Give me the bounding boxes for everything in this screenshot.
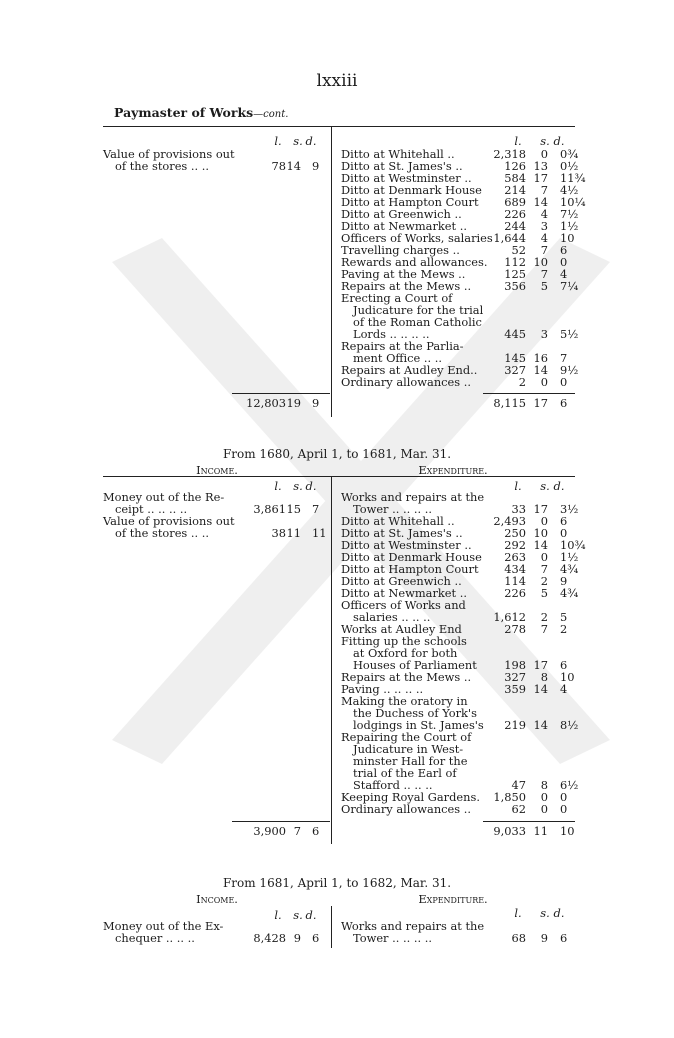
- s2-ex-item-pounds: 359: [504, 682, 526, 696]
- page-number: lxxiii: [316, 71, 358, 91]
- section3-expenditure-label: Expenditure.: [418, 892, 488, 906]
- s1-ex-item-pence: 4: [560, 267, 568, 281]
- s3-ex-item-pence: 6: [560, 931, 568, 945]
- s2-ex-d-header: d.: [553, 479, 565, 493]
- s2-ex-item-text: Fitting up the schools: [341, 634, 467, 648]
- s2-ex-item-pence: 4: [560, 682, 568, 696]
- s2-in-item-text: Money out of the Re-: [103, 490, 225, 504]
- s1-ex-item-text: Repairs at the Mews ..: [341, 279, 472, 293]
- s3-ex-l-header: l.: [514, 906, 522, 920]
- s1-in-item-text: Value of provisions out: [103, 147, 235, 161]
- s1-in-item-shillings: 14: [286, 159, 301, 173]
- s2-ex-item-text: Ditto at Greenwich ..: [341, 574, 462, 588]
- s1-ex-item-pounds: 214: [504, 183, 526, 197]
- s2-ex-item-pounds: 327: [504, 670, 526, 684]
- s2-ex-item-shillings: 7: [540, 622, 548, 636]
- s2-ex-item-pence: 0: [560, 790, 568, 804]
- s3-in-item-pence: 6: [312, 931, 320, 945]
- s2-ex-item-pounds: 219: [504, 718, 526, 732]
- s1-ex-d-header: d.: [553, 134, 565, 148]
- s2-ex-item-shillings: 17: [533, 658, 548, 672]
- s1-ex-item-pence: 9½: [560, 363, 579, 377]
- s1-ex-item-text: Ditto at St. James's ..: [341, 159, 463, 173]
- s1-ex-item-shillings: 14: [533, 363, 548, 377]
- s2-ex-item-shillings: 17: [533, 502, 548, 516]
- header-cont: —cont.: [253, 109, 289, 120]
- s2-ex-item-text: Keeping Royal Gardens.: [341, 790, 480, 804]
- s2-in-item-pence: 11: [312, 526, 327, 540]
- s2-in-l-header: l.: [274, 479, 282, 493]
- s1-ex-item-pounds: 2: [518, 375, 526, 389]
- s3-ex-item-text: Works and repairs at the: [341, 919, 485, 933]
- s1-ex-item-pence: 10: [560, 231, 575, 245]
- s1-ex-item-shillings: 3: [540, 327, 548, 341]
- s2-in-item-text: ceipt .. .. .. ..: [115, 502, 188, 516]
- s1-ex-total-shillings: 17: [533, 396, 548, 410]
- s1-ex-item-text: Judicature for the trial: [353, 303, 484, 317]
- s2-ex-total-pence: 10: [560, 824, 575, 838]
- section2-heading: From 1680, April 1, to 1681, Mar. 31.: [222, 447, 452, 461]
- s2-ex-item-text: Ditto at Newmarket ..: [341, 586, 467, 600]
- s2-in-item-text: Value of provisions out: [103, 514, 235, 528]
- s2-ex-item-pence: 4¾: [560, 562, 579, 576]
- s1-ex-total-pounds: 8,115: [493, 396, 526, 410]
- s1-ex-l-header: l.: [514, 134, 522, 148]
- s1-ex-item-pounds: 126: [504, 159, 526, 173]
- s1-ex-item-text: Repairs at the Parlia-: [341, 339, 464, 353]
- s2-ex-item-text: Repairs at the Mews ..: [341, 670, 472, 684]
- s1-ex-item-text: Rewards and allowances.: [341, 255, 488, 269]
- s1-ex-total-rule: [483, 393, 575, 394]
- s2-ex-item-text: minster Hall for the: [353, 754, 468, 768]
- s2-ex-item-pence: 9: [560, 574, 568, 588]
- s2-ex-item-text: Making the oratory in: [341, 694, 468, 708]
- s2-ex-item-shillings: 5: [540, 586, 548, 600]
- s1-ex-item-pence: 11¾: [560, 171, 586, 185]
- s2-in-total-shillings: 7: [293, 824, 301, 838]
- s1-ex-item-text: Ditto at Denmark House: [341, 183, 482, 197]
- s2-ex-item-pounds: 278: [504, 622, 526, 636]
- s1-ex-item-text: Ditto at Greenwich ..: [341, 207, 462, 221]
- section1-top-rule: [103, 126, 575, 127]
- s1-in-total-rule: [232, 393, 330, 394]
- s2-ex-item-shillings: 0: [540, 802, 548, 816]
- s1-ex-item-pence: 5½: [560, 327, 579, 341]
- s1-ex-item-pounds: 689: [504, 195, 526, 209]
- s3-ex-item-pounds: 68: [511, 931, 526, 945]
- s3-in-s-header: s.: [293, 908, 303, 922]
- s1-ex-item-pounds: 125: [504, 267, 526, 281]
- s1-in-item-text: of the stores .. ..: [115, 159, 210, 173]
- s1-ex-item-shillings: 14: [533, 195, 548, 209]
- s2-ex-item-pence: 10¾: [560, 538, 586, 552]
- s1-ex-item-shillings: 0: [540, 147, 548, 161]
- s1-ex-item-pence: 4½: [560, 183, 579, 197]
- s3-in-item-text: Money out of the Ex-: [103, 919, 224, 933]
- s1-ex-item-shillings: 16: [533, 351, 548, 365]
- s3-ex-item-text: Tower .. .. .. ..: [353, 931, 432, 945]
- s1-ex-item-pence: 0: [560, 375, 568, 389]
- s3-ex-d-header: d.: [553, 906, 565, 920]
- s1-ex-item-text: Lords .. .. .. ..: [353, 327, 430, 341]
- s2-in-total-pounds: 3,900: [253, 824, 286, 838]
- s2-ex-item-text: Works at Audley End: [341, 622, 462, 636]
- s1-ex-item-text: Travelling charges ..: [341, 243, 460, 257]
- s3-in-d-header: d.: [305, 908, 317, 922]
- s2-ex-item-text: Tower .. .. .. ..: [353, 502, 432, 516]
- s1-ex-item-pounds: 112: [504, 255, 526, 269]
- s2-ex-item-shillings: 0: [540, 790, 548, 804]
- s1-ex-item-pence: 0: [560, 255, 568, 269]
- s1-ex-item-pence: 1½: [560, 219, 579, 233]
- s1-ex-item-text: Officers of Works, salaries: [341, 231, 493, 245]
- s2-in-item-shillings: 11: [286, 526, 301, 540]
- s1-ex-item-pence: 0¾: [560, 147, 579, 161]
- s1-ex-item-text: Erecting a Court of: [341, 291, 453, 305]
- s1-ex-item-text: of the Roman Catholic: [353, 315, 482, 329]
- s1-ex-item-shillings: 17: [533, 171, 548, 185]
- s2-ex-item-pounds: 434: [504, 562, 526, 576]
- s1-ex-item-text: Ditto at Hampton Court: [341, 195, 479, 209]
- s2-ex-item-text: Repairing the Court of: [341, 730, 472, 744]
- section3-divider: [331, 906, 332, 948]
- s3-ex-item-shillings: 9: [540, 931, 548, 945]
- s1-in-s-header: s.: [293, 134, 303, 148]
- s1-ex-item-shillings: 0: [540, 375, 548, 389]
- s2-ex-item-pounds: 1,612: [493, 610, 526, 624]
- s3-in-item-text: chequer .. .. ..: [115, 931, 195, 945]
- s1-ex-item-shillings: 4: [540, 207, 548, 221]
- section2-expenditure-label: Expenditure.: [418, 463, 488, 477]
- s1-ex-item-shillings: 7: [540, 267, 548, 281]
- section1-divider: [331, 127, 332, 417]
- s2-ex-item-pounds: 198: [504, 658, 526, 672]
- s2-ex-item-pounds: 47: [511, 778, 526, 792]
- s1-ex-item-text: Repairs at Audley End..: [341, 363, 478, 377]
- s2-ex-item-shillings: 8: [540, 778, 548, 792]
- s2-ex-total-rule: [483, 821, 575, 822]
- s2-ex-total-pounds: 9,033: [493, 824, 526, 838]
- s1-ex-item-text: ment Office .. ..: [353, 351, 442, 365]
- s2-ex-item-pence: 0: [560, 802, 568, 816]
- s2-ex-item-pence: 2: [560, 622, 568, 636]
- s2-ex-item-pounds: 2,493: [493, 514, 526, 528]
- s1-ex-item-shillings: 4: [540, 231, 548, 245]
- s2-ex-item-text: Ditto at Hampton Court: [341, 562, 479, 576]
- s1-ex-item-shillings: 7: [540, 243, 548, 257]
- s1-in-total-pence: 9: [312, 396, 320, 410]
- s2-ex-item-text: Houses of Parliament: [353, 658, 477, 672]
- s1-ex-item-shillings: 10: [533, 255, 548, 269]
- s1-ex-total-pence: 6: [560, 396, 568, 410]
- s2-ex-item-pounds: 114: [504, 574, 526, 588]
- s1-ex-item-shillings: 5: [540, 279, 548, 293]
- s2-ex-item-pence: 10: [560, 670, 575, 684]
- s2-ex-item-text: the Duchess of York's: [353, 706, 477, 720]
- s1-ex-item-pence: 7¼: [560, 279, 579, 293]
- s2-ex-item-pence: 8½: [560, 718, 579, 732]
- s2-ex-item-text: at Oxford for both: [353, 646, 458, 660]
- s1-ex-item-pence: 7½: [560, 207, 579, 221]
- s3-ex-s-header: s.: [540, 906, 550, 920]
- section2-income-label: Income.: [196, 463, 238, 477]
- s2-ex-item-pence: 6: [560, 658, 568, 672]
- s1-ex-s-header: s.: [540, 134, 550, 148]
- s1-ex-item-shillings: 13: [533, 159, 548, 173]
- s1-ex-item-text: Ditto at Newmarket ..: [341, 219, 467, 233]
- section3-income-label: Income.: [196, 892, 238, 906]
- s2-ex-item-pounds: 33: [511, 502, 526, 516]
- s1-ex-item-pounds: 584: [504, 171, 526, 185]
- s2-ex-item-text: Officers of Works and: [341, 598, 466, 612]
- s1-ex-item-text: Ordinary allowances ..: [341, 375, 471, 389]
- s1-ex-item-pounds: 244: [504, 219, 526, 233]
- s3-in-l-header: l.: [274, 908, 282, 922]
- s1-ex-item-pence: 6: [560, 243, 568, 257]
- s1-ex-item-shillings: 7: [540, 183, 548, 197]
- s2-ex-item-shillings: 7: [540, 562, 548, 576]
- s1-ex-item-shillings: 3: [540, 219, 548, 233]
- s2-ex-item-text: Ditto at St. James's ..: [341, 526, 463, 540]
- s3-in-item-shillings: 9: [293, 931, 301, 945]
- section2-divider: [331, 477, 332, 844]
- s2-ex-item-shillings: 10: [533, 526, 548, 540]
- s2-in-item-pence: 7: [312, 502, 320, 516]
- s2-ex-item-pence: 6½: [560, 778, 579, 792]
- s1-ex-item-pounds: 445: [504, 327, 526, 341]
- s2-ex-item-shillings: 2: [540, 610, 548, 624]
- s2-ex-item-pence: 5: [560, 610, 568, 624]
- s2-ex-item-text: Ditto at Denmark House: [341, 550, 482, 564]
- s2-ex-item-pence: 1½: [560, 550, 579, 564]
- s1-ex-item-pounds: 226: [504, 207, 526, 221]
- s2-ex-s-header: s.: [540, 479, 550, 493]
- s1-ex-item-text: Paving at the Mews ..: [341, 267, 466, 281]
- s2-ex-total-shillings: 11: [533, 824, 548, 838]
- s2-ex-item-text: salaries .. .. ..: [353, 610, 431, 624]
- s2-ex-item-text: Ordinary allowances ..: [341, 802, 471, 816]
- s2-ex-item-pence: 4¾: [560, 586, 579, 600]
- s1-ex-item-pounds: 52: [511, 243, 526, 257]
- s1-ex-item-pounds: 327: [504, 363, 526, 377]
- s1-ex-item-text: Ditto at Westminster ..: [341, 171, 472, 185]
- header-title: Paymaster of Works: [114, 105, 254, 120]
- s1-in-total-shillings: 19: [286, 396, 301, 410]
- s2-in-item-pounds: 3,861: [253, 502, 286, 516]
- s1-ex-item-pence: 7: [560, 351, 568, 365]
- s2-ex-l-header: l.: [514, 479, 522, 493]
- s2-in-item-shillings: 15: [286, 502, 301, 516]
- s2-ex-item-text: Stafford .. .. ..: [353, 778, 433, 792]
- s2-ex-item-shillings: 2: [540, 574, 548, 588]
- s1-in-d-header: d.: [305, 134, 317, 148]
- section3-heading: From 1681, April 1, to 1682, Mar. 31.: [222, 876, 452, 890]
- s2-ex-item-pounds: 226: [504, 586, 526, 600]
- s1-ex-item-pounds: 356: [504, 279, 526, 293]
- s2-ex-item-pence: 6: [560, 514, 568, 528]
- s1-in-item-pounds: 78: [271, 159, 286, 173]
- s2-ex-item-text: Judicature in West-: [353, 742, 464, 756]
- s1-ex-item-pence: 0½: [560, 159, 579, 173]
- s2-ex-item-shillings: 0: [540, 514, 548, 528]
- s2-in-s-header: s.: [293, 479, 303, 493]
- s2-ex-item-text: Paving .. .. .. ..: [341, 682, 424, 696]
- s1-in-item-pence: 9: [312, 159, 320, 173]
- s2-ex-item-text: trial of the Earl of: [353, 766, 457, 780]
- s2-in-total-rule: [232, 821, 330, 822]
- s1-ex-item-text: Ditto at Whitehall ..: [341, 147, 455, 161]
- s2-ex-item-pounds: 250: [504, 526, 526, 540]
- s1-in-l-header: l.: [274, 134, 282, 148]
- s2-in-item-text: of the stores .. ..: [115, 526, 210, 540]
- s2-ex-item-text: Ditto at Whitehall ..: [341, 514, 455, 528]
- s2-ex-item-pounds: 1,850: [493, 790, 526, 804]
- section2-top-rule: [103, 476, 575, 477]
- s2-ex-item-shillings: 8: [540, 670, 548, 684]
- s2-ex-item-text: Works and repairs at the: [341, 490, 485, 504]
- s2-ex-item-pounds: 62: [511, 802, 526, 816]
- s2-ex-item-shillings: 14: [533, 718, 548, 732]
- s2-ex-item-pence: 0: [560, 526, 568, 540]
- s2-in-total-pence: 6: [312, 824, 320, 838]
- s2-in-d-header: d.: [305, 479, 317, 493]
- s3-in-item-pounds: 8,428: [253, 931, 286, 945]
- s2-ex-item-pence: 3½: [560, 502, 579, 516]
- page-header: [114, 106, 288, 121]
- s2-ex-item-pounds: 263: [504, 550, 526, 564]
- s2-in-item-pounds: 38: [271, 526, 286, 540]
- s2-ex-item-text: Ditto at Westminster ..: [341, 538, 472, 552]
- s2-ex-item-shillings: 0: [540, 550, 548, 564]
- s1-in-total-pounds: 12,803: [246, 396, 286, 410]
- s2-ex-item-shillings: 14: [533, 682, 548, 696]
- s1-ex-item-pence: 10¼: [560, 195, 586, 209]
- s1-ex-item-pounds: 1,644: [493, 231, 526, 245]
- s2-ex-item-pounds: 292: [504, 538, 526, 552]
- s2-ex-item-shillings: 14: [533, 538, 548, 552]
- s1-ex-item-pounds: 2,318: [493, 147, 526, 161]
- s1-ex-item-pounds: 145: [504, 351, 526, 365]
- s2-ex-item-text: lodgings in St. James's: [353, 718, 484, 732]
